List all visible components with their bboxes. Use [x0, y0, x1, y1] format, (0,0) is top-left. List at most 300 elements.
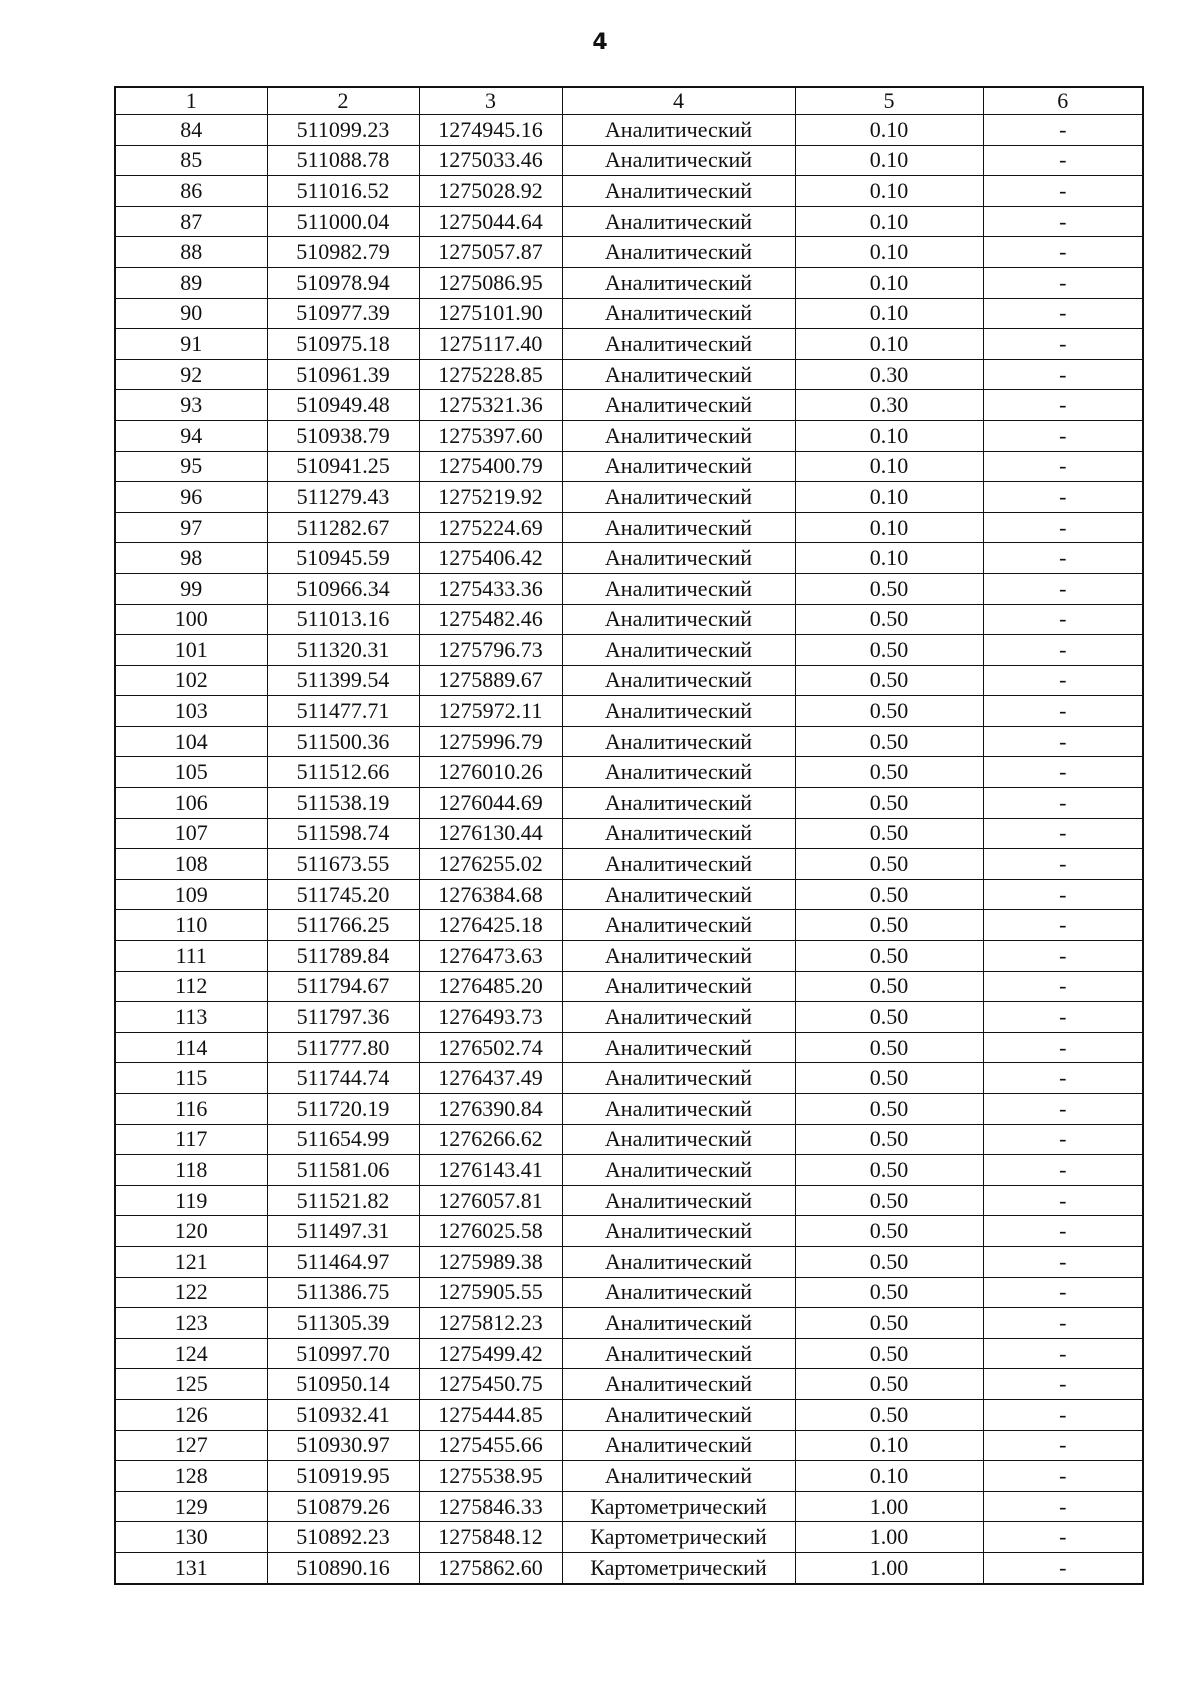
note-cell: - — [983, 329, 1143, 360]
point-number-cell: 91 — [115, 329, 267, 360]
accuracy-cell: 0.50 — [795, 1094, 983, 1125]
method-cell: Аналитический — [562, 115, 795, 146]
x-coordinate-cell: 510919.95 — [267, 1461, 419, 1492]
y-coordinate-cell: 1275219.92 — [419, 482, 562, 513]
table-row — [115, 176, 1143, 207]
point-number-cell: 119 — [115, 1185, 267, 1216]
point-number-cell: 95 — [115, 451, 267, 482]
note-cell: - — [983, 1216, 1143, 1247]
y-coordinate-cell: 1275812.23 — [419, 1308, 562, 1339]
x-coordinate-cell: 510932.41 — [267, 1399, 419, 1430]
table-row — [115, 543, 1143, 574]
accuracy-cell: 0.10 — [795, 329, 983, 360]
note-cell: - — [983, 1155, 1143, 1186]
y-coordinate-cell: 1275482.46 — [419, 604, 562, 635]
method-cell: Аналитический — [562, 1094, 795, 1125]
table-row — [115, 1002, 1143, 1033]
x-coordinate-cell: 511673.55 — [267, 849, 419, 880]
note-cell: - — [983, 573, 1143, 604]
method-cell: Аналитический — [562, 1216, 795, 1247]
coordinates-table — [114, 86, 1144, 1585]
accuracy-cell: 0.50 — [795, 1124, 983, 1155]
x-coordinate-cell: 510941.25 — [267, 451, 419, 482]
table-row — [115, 267, 1143, 298]
column-header-3: 3 — [419, 87, 562, 115]
method-cell: Аналитический — [562, 573, 795, 604]
accuracy-cell: 0.50 — [795, 1246, 983, 1277]
table-row — [115, 206, 1143, 237]
method-cell: Аналитический — [562, 1185, 795, 1216]
note-cell: - — [983, 1063, 1143, 1094]
accuracy-cell: 0.50 — [795, 941, 983, 972]
x-coordinate-cell: 510892.23 — [267, 1522, 419, 1553]
table-row — [115, 818, 1143, 849]
x-coordinate-cell: 510997.70 — [267, 1338, 419, 1369]
note-cell: - — [983, 145, 1143, 176]
note-cell: - — [983, 726, 1143, 757]
point-number-cell: 130 — [115, 1522, 267, 1553]
y-coordinate-cell: 1276485.20 — [419, 971, 562, 1002]
accuracy-cell: 0.30 — [795, 390, 983, 421]
point-number-cell: 120 — [115, 1216, 267, 1247]
point-number-cell: 129 — [115, 1491, 267, 1522]
method-cell: Аналитический — [562, 512, 795, 543]
note-cell: - — [983, 1552, 1143, 1583]
table-row — [115, 298, 1143, 329]
x-coordinate-cell: 510975.18 — [267, 329, 419, 360]
table-row — [115, 1399, 1143, 1430]
y-coordinate-cell: 1275972.11 — [419, 696, 562, 727]
x-coordinate-cell: 511766.25 — [267, 910, 419, 941]
x-coordinate-cell: 510930.97 — [267, 1430, 419, 1461]
method-cell: Картометрический — [562, 1552, 795, 1583]
x-coordinate-cell: 510879.26 — [267, 1491, 419, 1522]
y-coordinate-cell: 1275433.36 — [419, 573, 562, 604]
table-row — [115, 604, 1143, 635]
note-cell: - — [983, 1338, 1143, 1369]
x-coordinate-cell: 511000.04 — [267, 206, 419, 237]
table-row — [115, 1063, 1143, 1094]
table-row — [115, 1430, 1143, 1461]
accuracy-cell: 0.50 — [795, 971, 983, 1002]
y-coordinate-cell: 1276493.73 — [419, 1002, 562, 1033]
y-coordinate-cell: 1275117.40 — [419, 329, 562, 360]
x-coordinate-cell: 511279.43 — [267, 482, 419, 513]
y-coordinate-cell: 1276437.49 — [419, 1063, 562, 1094]
method-cell: Аналитический — [562, 329, 795, 360]
accuracy-cell: 0.50 — [795, 910, 983, 941]
note-cell: - — [983, 910, 1143, 941]
table-row — [115, 1369, 1143, 1400]
method-cell: Аналитический — [562, 359, 795, 390]
point-number-cell: 85 — [115, 145, 267, 176]
note-cell: - — [983, 879, 1143, 910]
column-header-1: 1 — [115, 87, 267, 115]
note-cell: - — [983, 237, 1143, 268]
y-coordinate-cell: 1276057.81 — [419, 1185, 562, 1216]
method-cell: Аналитический — [562, 482, 795, 513]
accuracy-cell: 0.10 — [795, 512, 983, 543]
accuracy-cell: 0.50 — [795, 849, 983, 880]
point-number-cell: 98 — [115, 543, 267, 574]
table-row — [115, 1552, 1143, 1583]
x-coordinate-cell: 510966.34 — [267, 573, 419, 604]
note-cell: - — [983, 665, 1143, 696]
accuracy-cell: 0.50 — [795, 1185, 983, 1216]
table-row — [115, 635, 1143, 666]
y-coordinate-cell: 1275321.36 — [419, 390, 562, 421]
y-coordinate-cell: 1275224.69 — [419, 512, 562, 543]
x-coordinate-cell: 510945.59 — [267, 543, 419, 574]
accuracy-cell: 0.10 — [795, 1461, 983, 1492]
page-number: 4 — [592, 30, 608, 55]
method-cell: Аналитический — [562, 971, 795, 1002]
table-row — [115, 573, 1143, 604]
y-coordinate-cell: 1276130.44 — [419, 818, 562, 849]
accuracy-cell: 0.50 — [795, 665, 983, 696]
x-coordinate-cell: 510982.79 — [267, 237, 419, 268]
y-coordinate-cell: 1275033.46 — [419, 145, 562, 176]
method-cell: Аналитический — [562, 849, 795, 880]
y-coordinate-cell: 1275086.95 — [419, 267, 562, 298]
note-cell: - — [983, 176, 1143, 207]
accuracy-cell: 1.00 — [795, 1522, 983, 1553]
accuracy-cell: 0.50 — [795, 1002, 983, 1033]
table-row — [115, 1216, 1143, 1247]
method-cell: Аналитический — [562, 298, 795, 329]
table-row — [115, 1185, 1143, 1216]
point-number-cell: 122 — [115, 1277, 267, 1308]
y-coordinate-cell: 1275028.92 — [419, 176, 562, 207]
x-coordinate-cell: 511099.23 — [267, 115, 419, 146]
accuracy-cell: 0.10 — [795, 451, 983, 482]
x-coordinate-cell: 511521.82 — [267, 1185, 419, 1216]
accuracy-cell: 0.10 — [795, 115, 983, 146]
note-cell: - — [983, 451, 1143, 482]
point-number-cell: 113 — [115, 1002, 267, 1033]
y-coordinate-cell: 1275499.42 — [419, 1338, 562, 1369]
accuracy-cell: 0.50 — [795, 788, 983, 819]
accuracy-cell: 1.00 — [795, 1491, 983, 1522]
x-coordinate-cell: 511282.67 — [267, 512, 419, 543]
x-coordinate-cell: 511320.31 — [267, 635, 419, 666]
point-number-cell: 105 — [115, 757, 267, 788]
column-header-6: 6 — [983, 87, 1143, 115]
y-coordinate-cell: 1275406.42 — [419, 543, 562, 574]
method-cell: Аналитический — [562, 1369, 795, 1400]
point-number-cell: 121 — [115, 1246, 267, 1277]
point-number-cell: 128 — [115, 1461, 267, 1492]
y-coordinate-cell: 1276010.26 — [419, 757, 562, 788]
note-cell: - — [983, 1491, 1143, 1522]
y-coordinate-cell: 1276143.41 — [419, 1155, 562, 1186]
point-number-cell: 99 — [115, 573, 267, 604]
accuracy-cell: 0.50 — [795, 1277, 983, 1308]
method-cell: Аналитический — [562, 879, 795, 910]
accuracy-cell: 0.50 — [795, 726, 983, 757]
note-cell: - — [983, 757, 1143, 788]
note-cell: - — [983, 1430, 1143, 1461]
method-cell: Аналитический — [562, 206, 795, 237]
note-cell: - — [983, 512, 1143, 543]
accuracy-cell: 1.00 — [795, 1552, 983, 1583]
point-number-cell: 117 — [115, 1124, 267, 1155]
accuracy-cell: 0.50 — [795, 635, 983, 666]
note-cell: - — [983, 971, 1143, 1002]
y-coordinate-cell: 1275044.64 — [419, 206, 562, 237]
point-number-cell: 103 — [115, 696, 267, 727]
accuracy-cell: 0.10 — [795, 482, 983, 513]
table-row — [115, 359, 1143, 390]
method-cell: Аналитический — [562, 420, 795, 451]
table-row — [115, 941, 1143, 972]
note-cell: - — [983, 115, 1143, 146]
y-coordinate-cell: 1275444.85 — [419, 1399, 562, 1430]
table-row — [115, 451, 1143, 482]
table-row — [115, 115, 1143, 146]
method-cell: Аналитический — [562, 267, 795, 298]
point-number-cell: 115 — [115, 1063, 267, 1094]
accuracy-cell: 0.50 — [795, 1308, 983, 1339]
method-cell: Аналитический — [562, 941, 795, 972]
y-coordinate-cell: 1275400.79 — [419, 451, 562, 482]
method-cell: Аналитический — [562, 1032, 795, 1063]
accuracy-cell: 0.10 — [795, 420, 983, 451]
method-cell: Аналитический — [562, 818, 795, 849]
accuracy-cell: 0.30 — [795, 359, 983, 390]
note-cell: - — [983, 1461, 1143, 1492]
x-coordinate-cell: 511581.06 — [267, 1155, 419, 1186]
y-coordinate-cell: 1274945.16 — [419, 115, 562, 146]
x-coordinate-cell: 510977.39 — [267, 298, 419, 329]
table-row — [115, 329, 1143, 360]
x-coordinate-cell: 511477.71 — [267, 696, 419, 727]
x-coordinate-cell: 511777.80 — [267, 1032, 419, 1063]
x-coordinate-cell: 511497.31 — [267, 1216, 419, 1247]
method-cell: Аналитический — [562, 1155, 795, 1186]
note-cell: - — [983, 1124, 1143, 1155]
accuracy-cell: 0.50 — [795, 696, 983, 727]
column-header-2: 2 — [267, 87, 419, 115]
point-number-cell: 88 — [115, 237, 267, 268]
column-header-5: 5 — [795, 87, 983, 115]
table-row — [115, 390, 1143, 421]
table-header — [115, 87, 1143, 115]
method-cell: Аналитический — [562, 788, 795, 819]
y-coordinate-cell: 1275889.67 — [419, 665, 562, 696]
method-cell: Аналитический — [562, 635, 795, 666]
point-number-cell: 127 — [115, 1430, 267, 1461]
method-cell: Аналитический — [562, 176, 795, 207]
table-row — [115, 849, 1143, 880]
x-coordinate-cell: 511088.78 — [267, 145, 419, 176]
point-number-cell: 94 — [115, 420, 267, 451]
y-coordinate-cell: 1276266.62 — [419, 1124, 562, 1155]
y-coordinate-cell: 1276384.68 — [419, 879, 562, 910]
note-cell: - — [983, 1522, 1143, 1553]
method-cell: Аналитический — [562, 910, 795, 941]
point-number-cell: 107 — [115, 818, 267, 849]
accuracy-cell: 0.50 — [795, 1063, 983, 1094]
table-row — [115, 482, 1143, 513]
x-coordinate-cell: 511512.66 — [267, 757, 419, 788]
method-cell: Аналитический — [562, 1399, 795, 1430]
column-header-4: 4 — [562, 87, 795, 115]
accuracy-cell: 0.10 — [795, 237, 983, 268]
table-row — [115, 1246, 1143, 1277]
table-row — [115, 1491, 1143, 1522]
point-number-cell: 114 — [115, 1032, 267, 1063]
point-number-cell: 131 — [115, 1552, 267, 1583]
point-number-cell: 116 — [115, 1094, 267, 1125]
note-cell: - — [983, 1277, 1143, 1308]
point-number-cell: 86 — [115, 176, 267, 207]
x-coordinate-cell: 511745.20 — [267, 879, 419, 910]
accuracy-cell: 0.50 — [795, 1032, 983, 1063]
point-number-cell: 96 — [115, 482, 267, 513]
point-number-cell: 100 — [115, 604, 267, 635]
accuracy-cell: 0.10 — [795, 1430, 983, 1461]
x-coordinate-cell: 511305.39 — [267, 1308, 419, 1339]
x-coordinate-cell: 511794.67 — [267, 971, 419, 1002]
method-cell: Аналитический — [562, 1430, 795, 1461]
method-cell: Аналитический — [562, 1338, 795, 1369]
point-number-cell: 118 — [115, 1155, 267, 1186]
method-cell: Аналитический — [562, 1063, 795, 1094]
method-cell: Аналитический — [562, 1308, 795, 1339]
y-coordinate-cell: 1275846.33 — [419, 1491, 562, 1522]
method-cell: Аналитический — [562, 1277, 795, 1308]
accuracy-cell: 0.50 — [795, 757, 983, 788]
note-cell: - — [983, 696, 1143, 727]
method-cell: Аналитический — [562, 757, 795, 788]
y-coordinate-cell: 1275057.87 — [419, 237, 562, 268]
table-row — [115, 1032, 1143, 1063]
x-coordinate-cell: 510938.79 — [267, 420, 419, 451]
x-coordinate-cell: 511464.97 — [267, 1246, 419, 1277]
accuracy-cell: 0.10 — [795, 206, 983, 237]
x-coordinate-cell: 511399.54 — [267, 665, 419, 696]
x-coordinate-cell: 510949.48 — [267, 390, 419, 421]
x-coordinate-cell: 511500.36 — [267, 726, 419, 757]
y-coordinate-cell: 1276255.02 — [419, 849, 562, 880]
note-cell: - — [983, 1369, 1143, 1400]
x-coordinate-cell: 511598.74 — [267, 818, 419, 849]
point-number-cell: 87 — [115, 206, 267, 237]
table-row — [115, 1522, 1143, 1553]
table-row — [115, 788, 1143, 819]
table-row — [115, 1338, 1143, 1369]
accuracy-cell: 0.10 — [795, 145, 983, 176]
table-row — [115, 879, 1143, 910]
y-coordinate-cell: 1275397.60 — [419, 420, 562, 451]
x-coordinate-cell: 511720.19 — [267, 1094, 419, 1125]
accuracy-cell: 0.10 — [795, 298, 983, 329]
method-cell: Аналитический — [562, 390, 795, 421]
y-coordinate-cell: 1276044.69 — [419, 788, 562, 819]
accuracy-cell: 0.50 — [795, 1399, 983, 1430]
table-row — [115, 696, 1143, 727]
table-row — [115, 420, 1143, 451]
note-cell: - — [983, 359, 1143, 390]
x-coordinate-cell: 511386.75 — [267, 1277, 419, 1308]
note-cell: - — [983, 267, 1143, 298]
point-number-cell: 124 — [115, 1338, 267, 1369]
x-coordinate-cell: 511744.74 — [267, 1063, 419, 1094]
accuracy-cell: 0.50 — [795, 1216, 983, 1247]
y-coordinate-cell: 1276025.58 — [419, 1216, 562, 1247]
note-cell: - — [983, 788, 1143, 819]
accuracy-cell: 0.50 — [795, 1155, 983, 1186]
point-number-cell: 112 — [115, 971, 267, 1002]
method-cell: Аналитический — [562, 726, 795, 757]
accuracy-cell: 0.50 — [795, 879, 983, 910]
point-number-cell: 102 — [115, 665, 267, 696]
y-coordinate-cell: 1276473.63 — [419, 941, 562, 972]
point-number-cell: 92 — [115, 359, 267, 390]
point-number-cell: 106 — [115, 788, 267, 819]
table-row — [115, 1277, 1143, 1308]
y-coordinate-cell: 1275101.90 — [419, 298, 562, 329]
y-coordinate-cell: 1275455.66 — [419, 1430, 562, 1461]
point-number-cell: 104 — [115, 726, 267, 757]
y-coordinate-cell: 1275862.60 — [419, 1552, 562, 1583]
x-coordinate-cell: 511538.19 — [267, 788, 419, 819]
table-row — [115, 1155, 1143, 1186]
x-coordinate-cell: 510890.16 — [267, 1552, 419, 1583]
table-row — [115, 665, 1143, 696]
point-number-cell: 93 — [115, 390, 267, 421]
point-number-cell: 111 — [115, 941, 267, 972]
note-cell: - — [983, 604, 1143, 635]
y-coordinate-cell: 1276425.18 — [419, 910, 562, 941]
point-number-cell: 123 — [115, 1308, 267, 1339]
point-number-cell: 90 — [115, 298, 267, 329]
note-cell: - — [983, 1308, 1143, 1339]
method-cell: Аналитический — [562, 1461, 795, 1492]
note-cell: - — [983, 1246, 1143, 1277]
note-cell: - — [983, 206, 1143, 237]
note-cell: - — [983, 1032, 1143, 1063]
y-coordinate-cell: 1275996.79 — [419, 726, 562, 757]
method-cell: Аналитический — [562, 237, 795, 268]
table-row — [115, 237, 1143, 268]
y-coordinate-cell: 1275989.38 — [419, 1246, 562, 1277]
method-cell: Аналитический — [562, 604, 795, 635]
method-cell: Аналитический — [562, 543, 795, 574]
method-cell: Картометрический — [562, 1522, 795, 1553]
note-cell: - — [983, 941, 1143, 972]
point-number-cell: 108 — [115, 849, 267, 880]
point-number-cell: 109 — [115, 879, 267, 910]
y-coordinate-cell: 1275905.55 — [419, 1277, 562, 1308]
method-cell: Аналитический — [562, 696, 795, 727]
table-row — [115, 1308, 1143, 1339]
y-coordinate-cell: 1275450.75 — [419, 1369, 562, 1400]
point-number-cell: 101 — [115, 635, 267, 666]
x-coordinate-cell: 510950.14 — [267, 1369, 419, 1400]
accuracy-cell: 0.10 — [795, 267, 983, 298]
table-body — [115, 115, 1143, 1584]
x-coordinate-cell: 510961.39 — [267, 359, 419, 390]
note-cell: - — [983, 390, 1143, 421]
note-cell: - — [983, 818, 1143, 849]
table-row — [115, 145, 1143, 176]
note-cell: - — [983, 1399, 1143, 1430]
x-coordinate-cell: 511789.84 — [267, 941, 419, 972]
method-cell: Аналитический — [562, 1124, 795, 1155]
note-cell: - — [983, 1002, 1143, 1033]
